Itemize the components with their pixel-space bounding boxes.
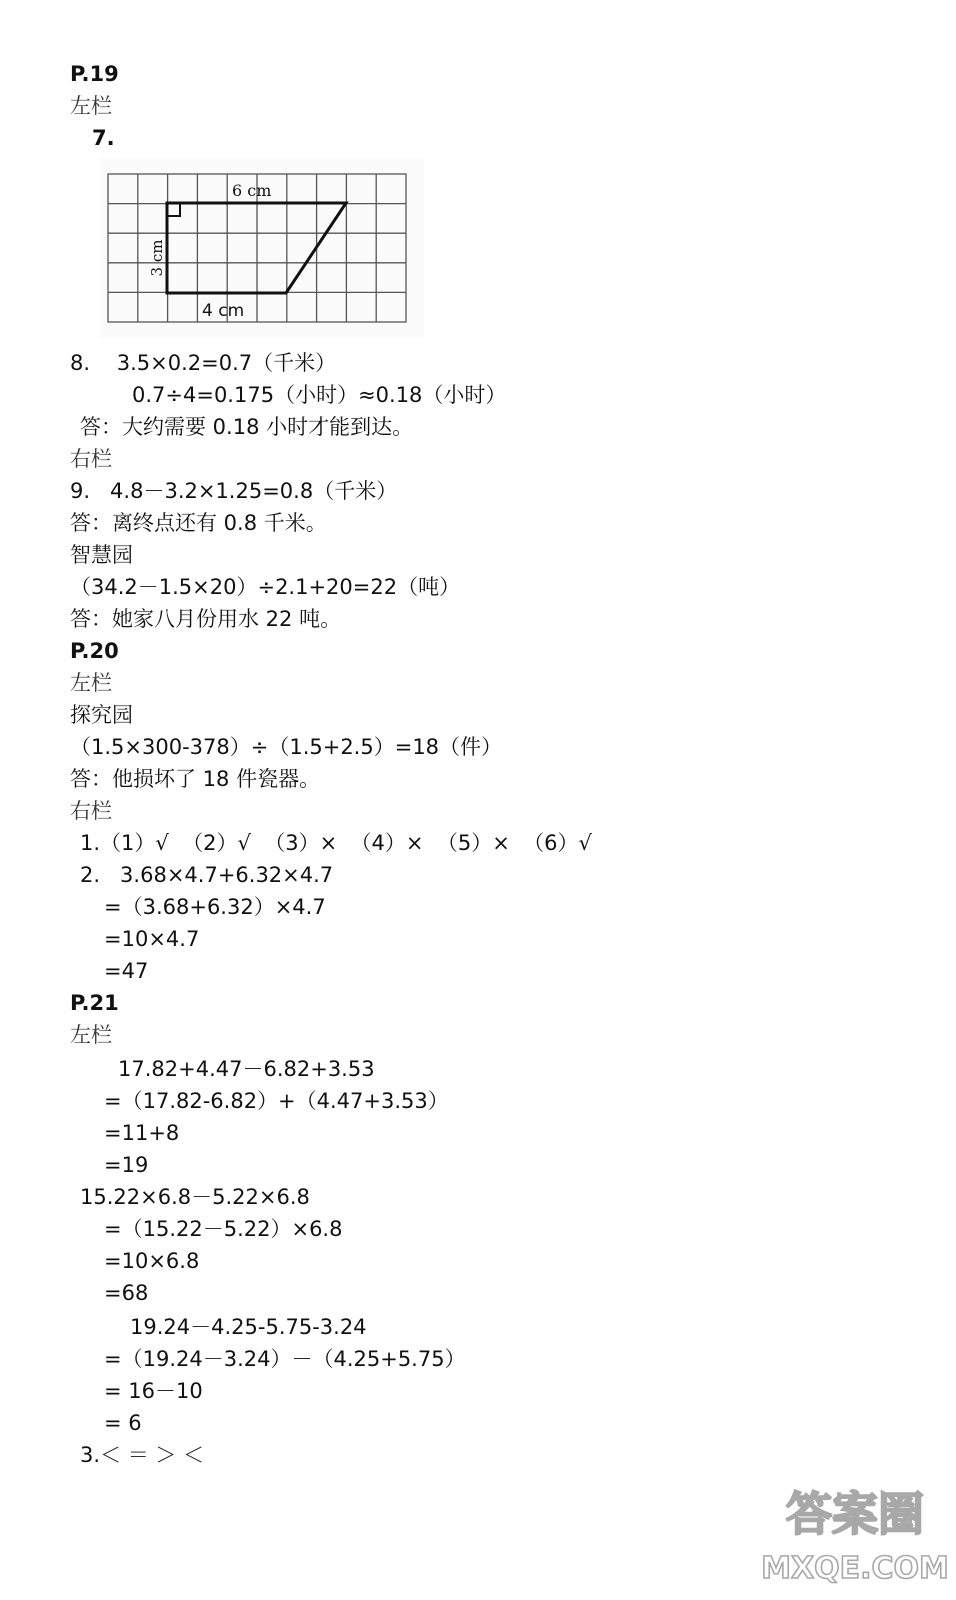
parallelogram-grid-figure <box>100 158 424 338</box>
column-label: 右栏 <box>70 447 112 471</box>
q2-line-4: =47 <box>104 959 149 983</box>
question-number: 7. <box>92 126 115 150</box>
column-label: 左栏 <box>70 94 112 118</box>
calc3-line-3: = 16－10 <box>104 1379 203 1403</box>
wisdom-answer: 答：她家八月份用水 22 吨。 <box>70 607 342 631</box>
top-length-label: 6 cm <box>232 181 272 200</box>
page-heading-p21: P.21 <box>70 991 119 1015</box>
q2-line-1: 2. 3.68×4.7+6.32×4.7 <box>80 863 334 887</box>
calc1-line-3: =11+8 <box>104 1121 180 1145</box>
calc2-line-4: =68 <box>104 1281 149 1305</box>
q2-line-3: =10×4.7 <box>104 927 200 951</box>
calc3-line-4: = 6 <box>104 1411 142 1435</box>
calc1-line-4: =19 <box>104 1153 149 1177</box>
q3-comparisons: 3.＜ ＝ ＞ ＜ <box>80 1443 205 1467</box>
q8-answer: 答：大约需要 0.18 小时才能到达。 <box>80 415 414 439</box>
q8-line-1: 8. 3.5×0.2=0.7（千米） <box>70 351 337 375</box>
calc2-line-3: =10×6.8 <box>104 1249 200 1273</box>
calc2-line-2: =（15.22－5.22）×6.8 <box>104 1217 343 1241</box>
page-heading-p20: P.20 <box>70 639 119 663</box>
calc1-line-2: =（17.82-6.82）+（4.47+3.53） <box>104 1089 449 1113</box>
column-label: 左栏 <box>70 1023 112 1047</box>
q9-line-1: 9. 4.8－3.2×1.25=0.8（千米） <box>70 479 398 503</box>
calc1-line-1: 17.82+4.47－6.82+3.53 <box>118 1057 375 1081</box>
column-label: 右栏 <box>70 799 112 823</box>
q1-judgements: 1.（1）√ （2）√ （3）× （4）× （5）× （6）√ <box>80 831 592 855</box>
svg-text:MXQE.COM: MXQE.COM <box>761 1551 949 1586</box>
explore-calc: （1.5×300-378）÷（1.5+2.5）=18（件） <box>70 735 503 759</box>
page-heading-p19: P.19 <box>70 62 119 86</box>
side-length-label: 3 cm <box>148 239 166 277</box>
bottom-length-label: 4 cm <box>202 301 245 321</box>
column-label: 左栏 <box>70 671 112 695</box>
q8-line-2: 0.7÷4=0.175（小时）≈0.18（小时） <box>132 383 507 407</box>
calc3-line-2: =（19.24－3.24）－（4.25+5.75） <box>104 1347 466 1371</box>
calc3-line-1: 19.24－4.25-5.75-3.24 <box>130 1315 367 1339</box>
q9-answer: 答：离终点还有 0.8 千米。 <box>70 511 327 535</box>
calc2-line-1: 15.22×6.8－5.22×6.8 <box>80 1185 310 1209</box>
site-watermark-logo <box>760 1478 950 1593</box>
q2-line-2: =（3.68+6.32）×4.7 <box>104 895 326 919</box>
wisdom-calc: （34.2－1.5×20）÷2.1+20=22（吨） <box>70 575 461 599</box>
svg-text:答案圈: 答案圈 <box>786 1487 924 1541</box>
section-title: 探究园 <box>70 703 133 727</box>
section-title: 智慧园 <box>70 543 133 567</box>
explore-answer: 答：他损坏了 18 件瓷器。 <box>70 767 321 791</box>
